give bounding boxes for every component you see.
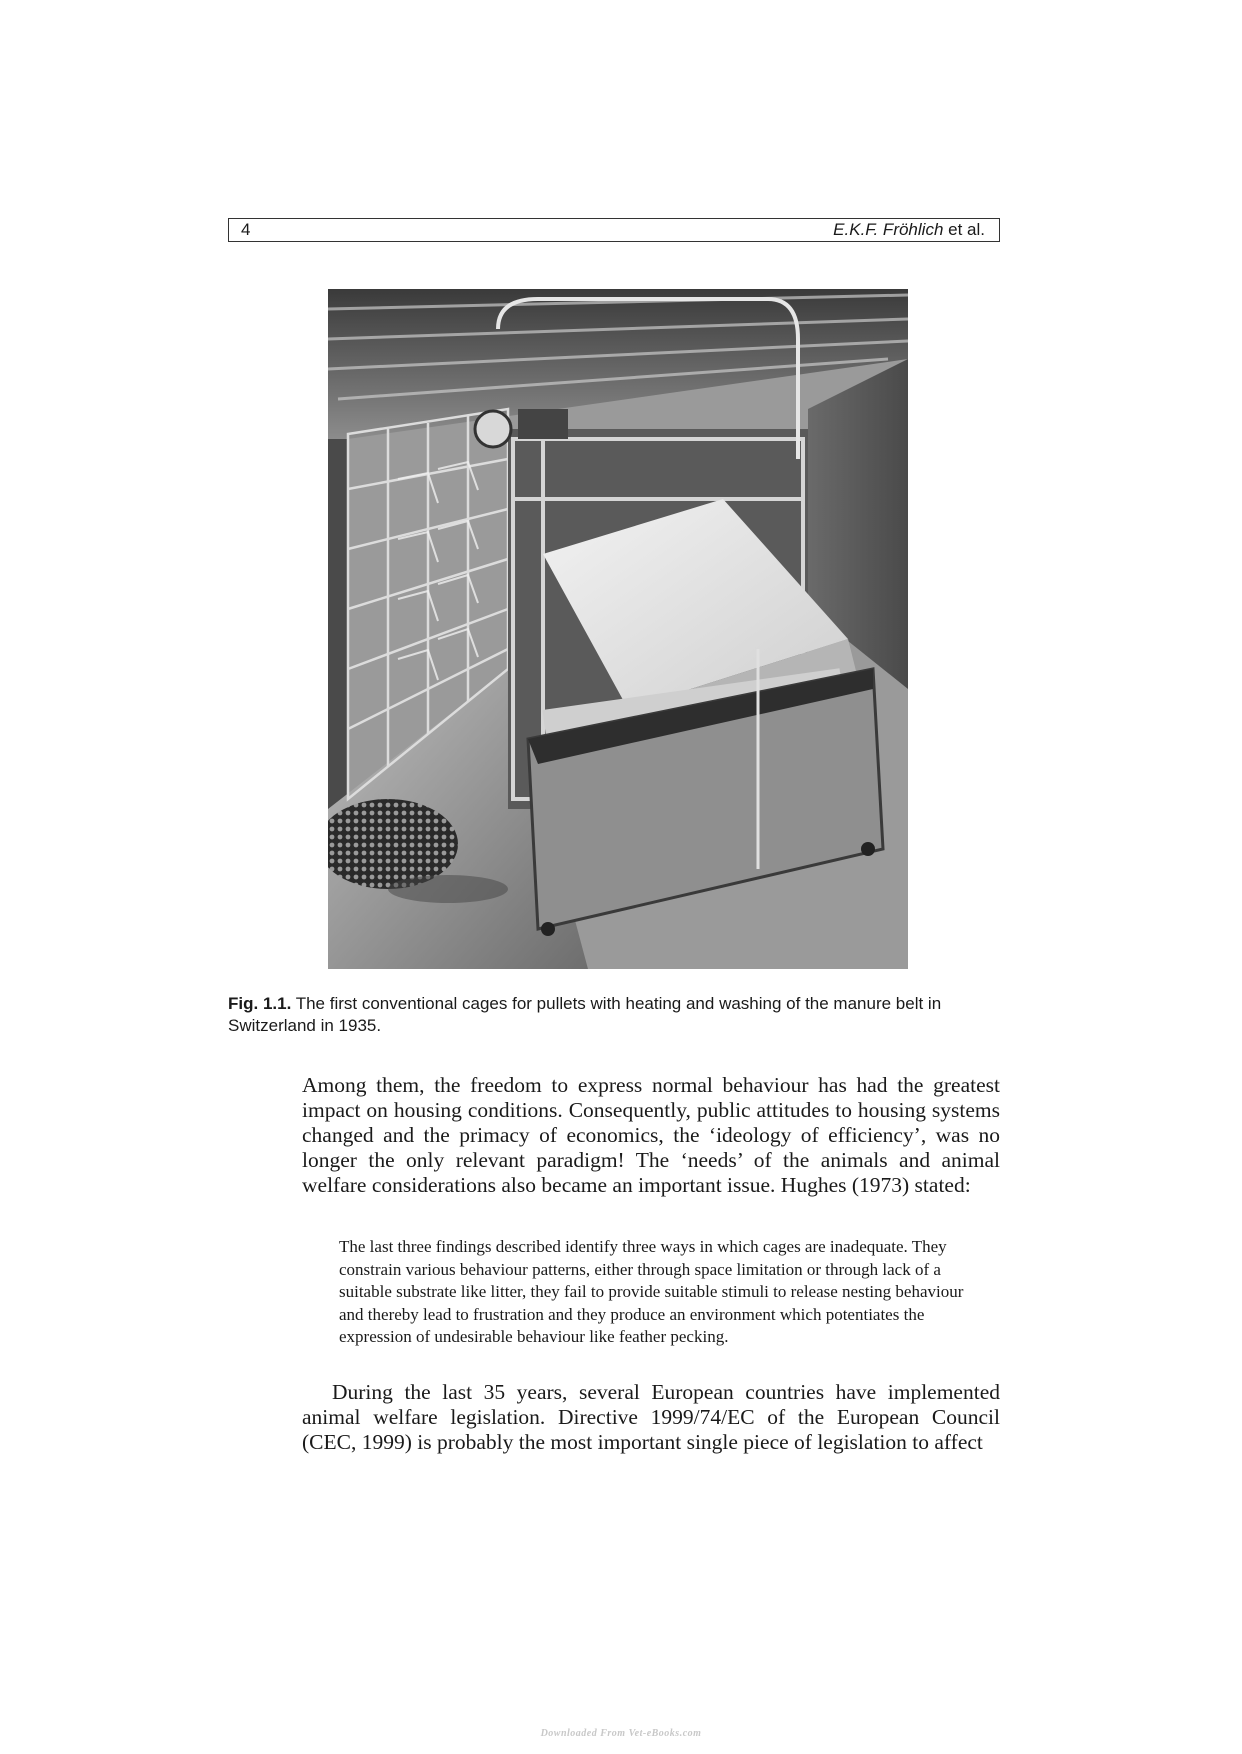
footer-watermark: Downloaded From Vet-eBooks.com [540, 1728, 702, 1739]
body-paragraph-1: Among them, the freedom to express normal behaviour has had the greatest impact on housing conditions. Consequently, public attitudes to housing systems changed and the primacy of economics, the ‘ideology of efficiency’, was no longer the only relevant paradigm! The ‘needs’ of the animals and animal welfare considerations also became an important issue. Hughes (1973) stated: [302, 1073, 1000, 1197]
figure-label: Fig. 1.1. [228, 994, 292, 1013]
running-head-suffix: et al. [943, 220, 985, 239]
body-paragraph-2: During the last 35 years, several European countries have implemented animal welfare legislation. Directive 1999/74/EC of the European Council (CEC, 1999) is probably the most important single piece of legislation to affect [302, 1380, 1000, 1454]
running-head [833, 220, 985, 240]
running-head-author: E.K.F. Fröhlich [833, 220, 944, 239]
page-number: 4 [241, 220, 251, 239]
figure-caption-text: The first conventional cages for pullets with heating and washing of the manure belt in Switzerland in 1935. [228, 994, 942, 1035]
block-quote: The last three findings described identify three ways in which cages are inadequate. They constrain various behaviour patterns, either through space limitation or through lack of a suitable substrate like litter, they fail to provide suitable stimuli to release nesting behaviour and thereby lead to frustration and they produce an environment which potentiates the expression of undesirable behaviour like feather pecking. [339, 1237, 964, 1346]
figure-photo [328, 289, 908, 969]
running-header [228, 218, 1000, 242]
figure-caption [228, 993, 1000, 1037]
photo-cage-system-icon [328, 289, 908, 969]
